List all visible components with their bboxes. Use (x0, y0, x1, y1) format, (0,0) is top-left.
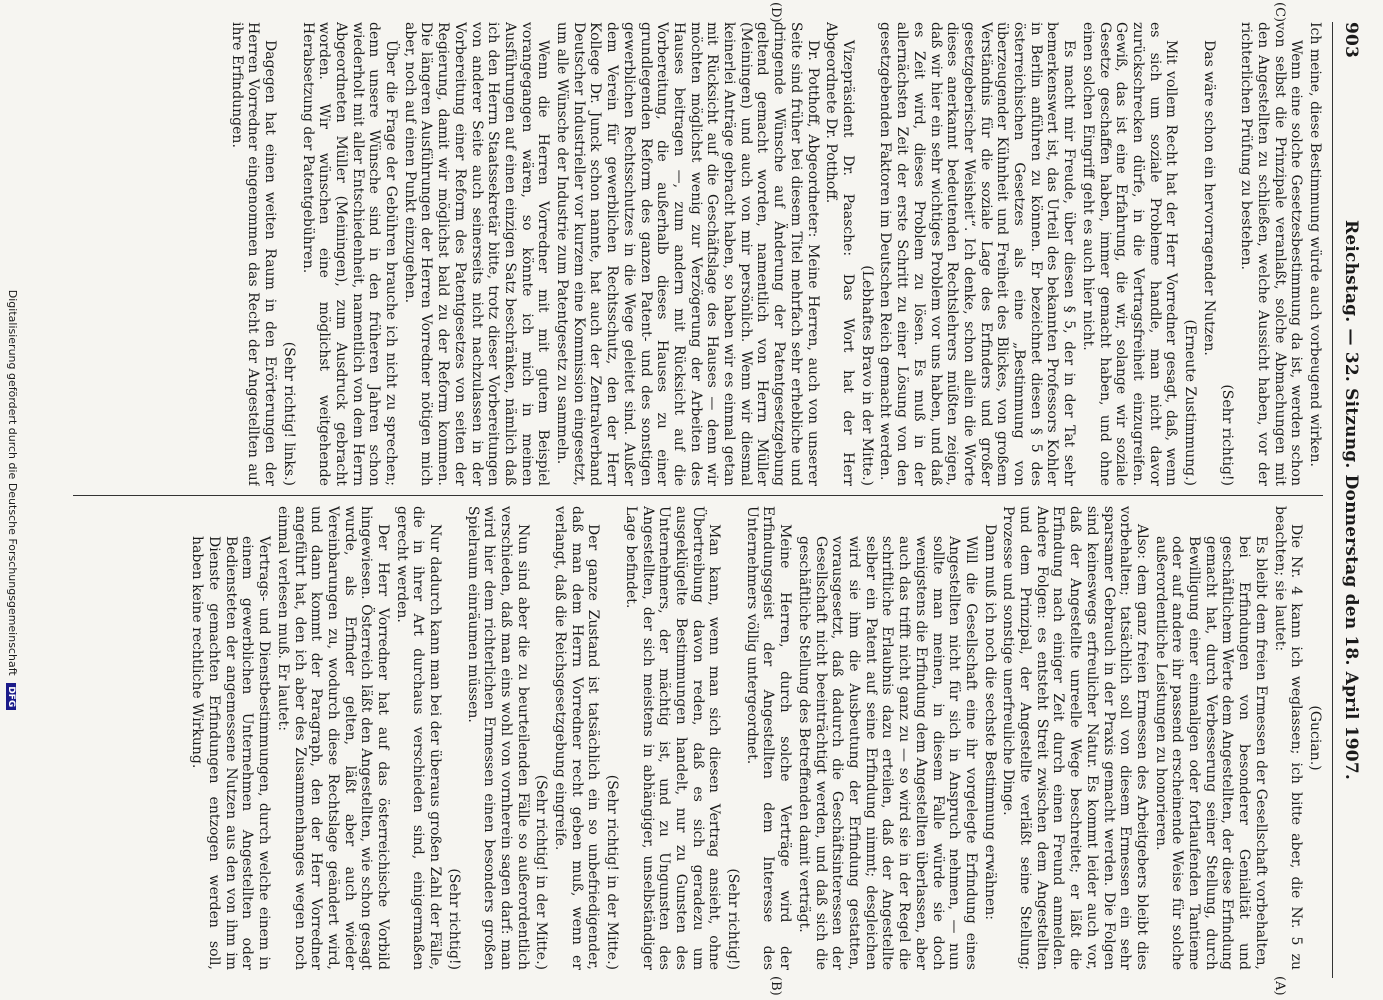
quote: Vertrags- und Dienstbestimmungen, durch welche einem in einem gewerblichen Unternehmen Angestellten oder Bediensteten der angemessene Nutzen aus den von ihm im Dienste gemachten Erfindungen entzogen werden soll, haben keine rechtliche Wirkung. (189, 536, 273, 970)
paragraph: Dagegen hat einen weiten Raum in den Erörterungen der Herren Vorredner eingenommen das Recht der Angestellten auf ihre Erfindungen. (228, 22, 279, 486)
paragraph: Also: dem ganz freien Ermessen des Arbeitgebers bleibt dies vorbehalten; tatsächlich soll von diesem Ermessen ein sehr sparsamer Gebrauch in der Praxis gemacht werden. Die Folgen sind keineswegs erfreulicher Natur. Es kommt leider auch vor, daß der Angestellte unreelle Wege beschreitet; er läßt die Erfindung nach einiger Zeit durch einen Freund anmelden. Andere Folgen: es entsteht Streit zwischen dem Angestellten und dem Prinzipal, der Angestellte verläßt seine Stellung; Prozesse und sonstige unerfreuliche Dinge. (1000, 506, 1150, 970)
paragraph: Die Nr. 4 kann ich weglassen; ich bitte aber, die Nr. 5 zu beachten; sie lautet: (1271, 506, 1305, 970)
paragraph: Mit vollem Recht hat der Herr Vorredner gesagt, daß, wenn es sich um soziale Probleme handle, man nicht davor zurückschrecken dürfe, in die Vertragsfreiheit einzugreifen. Gewiß, das ist eine Erfahrung, die wir, solange wir soziale Gesetze geschaffen haben, immer gemacht haben, und ohne einen solchen Eingriff geht es auch hier nicht. (1079, 22, 1180, 486)
paragraph: Nur dadurch kann man bei der überaus großen Zahl der Fälle, die in ihrer Art durchaus verschieden sind, einigermaßen gerecht werden. (393, 506, 444, 970)
paragraph: Nun sind aber die zu beurteilenden Fälle so außerordentlich verschieden, daß man eins wohl von vornherein sagen darf: man wird hier dem richterlichen Ermessen einen besonders großen Spielraum einräumen müssen. (464, 506, 531, 970)
interjection: (Lebhaftes Bravo in der Mitte.) (858, 265, 875, 486)
margin-letter-c: (C) (1272, 2, 1287, 23)
interjection: (Sehr richtig! in der Mitte.) (604, 774, 621, 970)
speaker-paragraph: Vizepräsident Dr. Paasche: Das Wort hat der Herr Abgeordnete Dr. Potthoff. (823, 22, 857, 486)
interjection: (Erneute Zustimmung.) (1182, 319, 1199, 486)
quote: Will die Gesellschaft eine ihr vorgelegte Erfindung eines Angestellten nicht für sich in Anspruch nehmen, — nun sollte man meinen, in diesem Falle würde sie doch wenigstens die Erfindung dem Angestellten überlassen, aber auch das trifft nicht ganz zu — so wird sie in der Regel die schriftliche Erlaubnis dazu erteilen, daß der Angestellte selber ein Patent auf seine Erfindung nimmt; desgleichen wird sie ihm die Ausbeutung der Erfindung gestatten, vorausgesetzt, daß dadurch die Geschäftsinteressen der Gesellschaft nicht beeinträchtigt werden, und daß sich die geschäftliche Stellung des Betreffenden damit verträgt. (795, 536, 979, 970)
digitization-credit (6, 0, 19, 1000)
margin-letter-b: (B) (768, 976, 783, 996)
paragraph: Das wäre schon ein hervorragender Nutzen. (1200, 40, 1217, 356)
credit-text: Digitalisierung gefördert durch die Deutsche Forschungsgemeinschaft (6, 289, 19, 676)
paragraph: Es macht mir Freude, über diesen § 5, der in der Tat sehr bemerkenswert ist, das Urteil des bekannten Professors Kohler in Berlin anführen zu können. Er bezeichnet diesen § 5 des österreichischen Gesetzes als eine „Bestimmung von überzeugender Kühnheit und Freiheit des Blickes, von großem Verständnis für die soziale Lage des Erfinders und großer gesetzgeberischer Weisheit“. Ich denke, schon allein die Worte dieses anerkannt bedeutenden Rechtslehrers müßten zeigen, daß wir hier ein sehr wichtiges Problem vor uns haben, und daß es Zeit wird, dieses Problem zu lösen. Es muß in der allernächsten Zeit der erste Schritt zu einer Lösung von den gesetzgebenden Faktoren im Deutschen Reich gemacht werden. (877, 22, 1078, 486)
interjection: (Sehr richtig! in der Mitte.) (533, 774, 550, 970)
page-number: 903 (1341, 22, 1361, 59)
paragraph: Ich meine, diese Bestimmung würde auch vorbeugend wirken. (1307, 22, 1323, 467)
paragraph: Wenn die Herren Vorredner mit mit gutem Beispiel vorangegangen wären, so könnte ich mich in meinen Ausführungen auf einen einzigen Satz beschränken, nämlich daß ich den Herrn Staatssekretär bitte, trotz dieser Vorbereitungen von anderer Seite auch seinerseits nicht nachzulassen in der Vorbereitung einer Reform des Patentgesetzes von seiten der Regierung, damit wir möglichst bald zu der Reform kommen. Die längeren Ausführungen der Herren Vorredner nötigen mich aber, noch auf einen Punkt einzugehen. (401, 22, 552, 486)
paragraph: Dann muß ich noch die sechste Bestimmung erwähnen: (981, 524, 998, 920)
dfg-logo: DFG (6, 683, 16, 710)
interjection: (Sehr richtig!) (725, 868, 742, 970)
quote: Es bleibt dem freien Ermessen der Gesellschaft vorbehalten, bei Erfindungen von besonderer Genialität und geschäftlichem Werte dem Angestellten, der diese Erfindung gemacht hat, durch Verbesserung seiner Stellung, durch Bewilligung einer einmaligen oder fortlaufenden Tantieme oder auf andere ihr passend erscheinende Weise für solche außerordentliche Leistungen zu honorieren. (1152, 536, 1269, 970)
speaker-paragraph: Dr. Potthoff, Abgeordneter: Meine Herren, auch von unserer Seite sind früher bei diesem Titel mehrfach sehr erhebliche und dringende Wünsche auf Änderung der Patentgesetzgebung geltend gemacht worden, namentlich von Herrn Müller (Meiningen) und auch von mir persönlich. Wenn wir diesmal keinerlei Anträge gebracht haben, so haben wir es einmal getan mit Rücksicht auf die Geschäftslage des Hauses — denn wir möchten möglichst wenig zur Verzögerung der Arbeiten des Hauses beitragen —, zum andern mit Rücksicht auf die Vorbereitung, die außerhalb dieses Hauses zu einer grundlegenden Reform des ganzen Patent- und des sonstigen gewerblichen Rechtsschutzes in die Wege geleitet sind. Außer dem Verein für gewerblichen Rechtsschutz, den der Herr Kollege Dr. Junck schon nannte, hat auch der Zentralverband Deutscher Industrieller vor kurzem eine Kommission eingesetzt, um alle Wünsche der Industrie zum Patentgesetz zu sammeln. (554, 22, 821, 486)
interjection: (Sehr richtig!) (445, 868, 462, 970)
page-header (1332, 22, 1367, 978)
speaker-label: (Gucian.) (1307, 705, 1323, 771)
margin-letter-d: (D) (768, 2, 783, 23)
interjection: (Sehr richtig! links.) (280, 341, 297, 486)
paragraph: Man kann, wenn man sich diesen Vertrag ansieht, ohne Übertreibung davon reden, daß es sich geradezu um ausgeklügelte Bestimmungen handelt, nur zu Gunsten des Unternehmers, der mächtig ist, und zu Ungunsten des Angestellten, der sich meistens in abhängiger, unselbständiger Lage befindet. (622, 506, 723, 970)
paragraph: Der ganze Zustand ist tatsächlich ein so unbefriedigender, daß man dem Herrn Vorredner recht geben muß, wenn er verlangt, daß die Reichsgesetzgebung eingreife. (552, 506, 602, 970)
column-divider (73, 495, 1323, 496)
right-column (73, 506, 1323, 970)
paragraph: Über die Frage der Gebühren brauche ich nicht zu sprechen; denn unsere Wünsche sind in den früheren Jahren schon wiederholt mit aller Entschiedenheit, namentlich von dem Herrn Abgeordneten Müller (Meiningen), zum Ausdruck gebracht worden. Wir wünschen eine möglichst weitgehende Herabsetzung der Patentgebühren. (299, 22, 400, 486)
paragraph: Wenn eine solche Gesetzesbestimmung da ist, werden schon von selbst die Prinzipale veranlaßt, solche Abmachungen mit den Angestellten zu schließen, welche Aussicht haben, vor der richterlichen Prüfung zu bestehen. (1238, 22, 1305, 486)
paragraph: Meine Herren, durch solche Verträge wird der Erfindungsgeist der Angestellten dem Interesse des Unternehmers völlig untergeordnet. (743, 506, 794, 970)
left-column (73, 22, 1323, 486)
interjection: (Sehr richtig!) (1219, 384, 1236, 486)
paragraph: Der Herr Vorredner hat auf das österreichische Vorbild hingewiesen. Österreich läßt den Angestellten, wie schon gesagt wurde, als Erfinder gelten, läßt aber auch wieder Vereinbarungen zu, wodurch diese Rechtslage geändert wird, und dann kommt der Paragraph, den der Herr Vorredner angeführt hat, den ich aber des Zusammenhanges wegen noch einmal verlesen muß. Er lautet: (274, 506, 392, 970)
running-head: Reichstag. — 32. Sitzung. Donnerstag den 18. April 1907. (1341, 220, 1361, 780)
margin-letter-a: (A) (1272, 976, 1287, 996)
